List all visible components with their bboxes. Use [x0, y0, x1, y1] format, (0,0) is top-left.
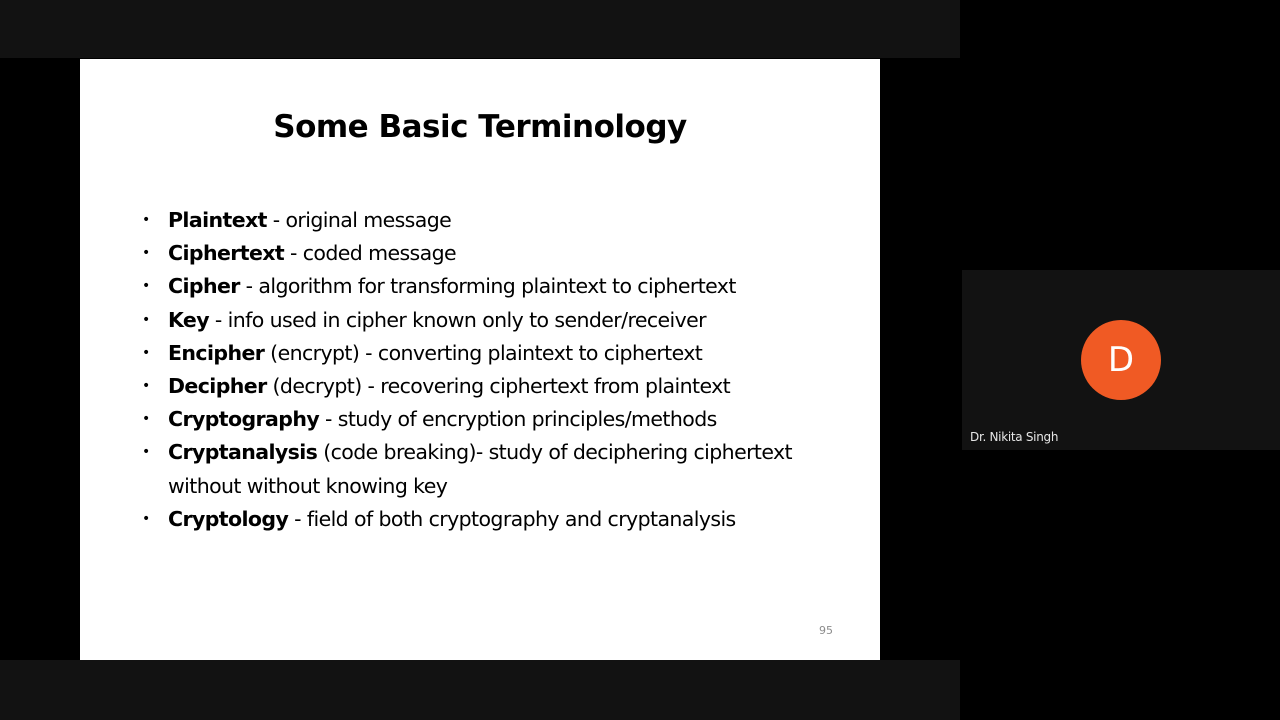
list-item	[140, 436, 860, 502]
definition: - algorithm for transforming plaintext to ciphertext	[239, 274, 736, 299]
bullet-icon: •	[142, 444, 150, 461]
slide-title: Some Basic Terminology	[273, 109, 687, 145]
term: Decipher	[168, 374, 267, 399]
bullet-icon: •	[142, 510, 150, 527]
definition: - original message	[266, 208, 452, 232]
term: Cipher	[168, 274, 240, 299]
term: Ciphertext	[168, 241, 285, 266]
list-item	[140, 403, 860, 436]
avatar: D	[1081, 320, 1161, 400]
bottom-toolbar	[0, 660, 960, 720]
participant-tile[interactable]	[962, 270, 1280, 450]
term: Cryptanalysis	[168, 440, 318, 465]
participant-name: Dr. Nikita Singh	[970, 430, 1059, 444]
bullet-icon: •	[142, 212, 150, 228]
definition: - study of encryption principles/methods	[319, 407, 717, 432]
definition: - field of both cryptography and cryptanalysis	[288, 506, 736, 531]
definition: (encrypt) - converting plaintext to ciphertext	[264, 340, 703, 365]
terminology-list	[140, 204, 860, 536]
definition: (decrypt) - recovering ciphertext from plaintext	[266, 374, 731, 399]
bullet-icon: •	[142, 411, 150, 428]
list-item	[140, 204, 860, 237]
list-item	[140, 304, 860, 337]
list-item	[140, 337, 860, 370]
list-item	[140, 503, 860, 536]
term: Cryptology	[168, 506, 289, 531]
term: Key	[168, 307, 209, 332]
term: Cryptography	[168, 407, 320, 432]
term: Encipher	[168, 340, 265, 365]
bullet-icon: •	[142, 378, 150, 395]
slide-page-number: 95	[819, 624, 833, 637]
bullet-icon: •	[142, 245, 150, 262]
top-toolbar	[0, 0, 960, 58]
list-item	[140, 237, 860, 270]
bullet-icon: •	[142, 311, 150, 328]
definition: - info used in cipher known only to sender/receiver	[209, 307, 706, 332]
definition: - coded message	[284, 241, 457, 266]
shared-slide	[80, 59, 880, 660]
term: Plaintext	[168, 208, 267, 232]
list-item	[140, 270, 860, 303]
bullet-icon: •	[142, 278, 150, 295]
list-item	[140, 370, 860, 403]
bullet-icon: •	[142, 344, 150, 361]
definition: (code breaking)- study of deciphering ciphertext without without knowing key	[168, 440, 792, 498]
